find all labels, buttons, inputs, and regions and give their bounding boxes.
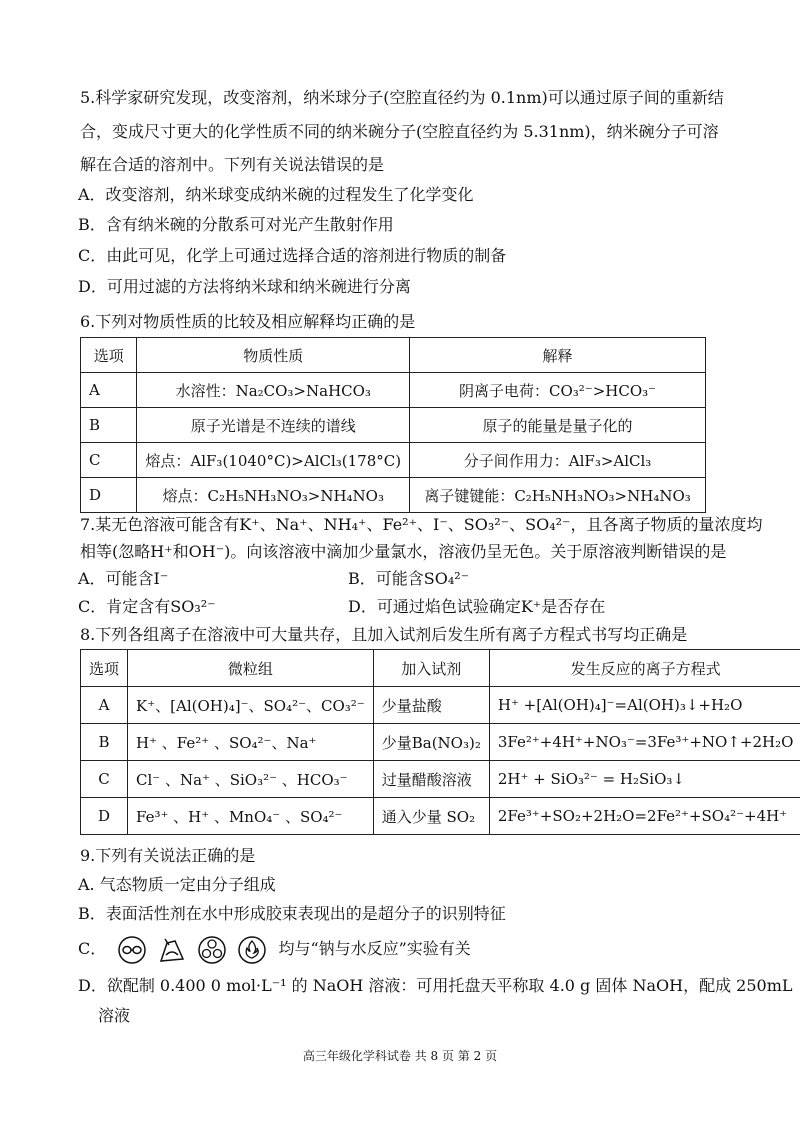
- table-cell: 少量盐酸: [373, 687, 489, 724]
- hand-wash-icon: [157, 935, 187, 965]
- table-cell: D: [81, 478, 137, 513]
- table-cell: 熔点：C₂H₅NH₃NO₃>NH₄NO₃: [137, 478, 410, 513]
- table-header-row: [81, 338, 706, 373]
- q6-stem: 6.下列对物质性质的比较及相应解释均正确的是: [80, 312, 416, 331]
- table-cell: D: [81, 798, 128, 835]
- table-cell: 原子光谱是不连续的谱线: [137, 408, 410, 443]
- table-cell: A: [81, 687, 128, 724]
- q9-option-c: [78, 933, 471, 965]
- table-cell: K⁺、[Al(OH)₄]⁻、SO₄²⁻、CO₃²⁻: [128, 687, 374, 724]
- table-cell: 2H⁺ + SiO₃²⁻ = H₂SiO₃↓: [489, 761, 800, 798]
- q5-option-a: A．改变溶剂，纳米球变成纳米碗的过程发生了化学变化: [78, 185, 474, 204]
- table-header-row: [81, 650, 800, 687]
- table-header-cell: 解释: [410, 338, 706, 373]
- table-row: [81, 443, 706, 478]
- q5-option-c: C．由此可见，化学上可通过选择合适的溶剂进行物质的制备: [78, 246, 507, 265]
- q9-option-c-prefix: C．: [78, 939, 107, 958]
- table-row: [81, 687, 800, 724]
- lab-safety-icons: [117, 935, 267, 965]
- table-cell: 熔点：AlF₃(1040°C)>AlCl₃(178°C): [137, 443, 410, 478]
- q5-stem-line3: 解在合适的溶剂中。下列有关说法错误的是: [80, 155, 385, 174]
- table-cell: 2Fe³⁺+SO₂+2H₂O=2Fe²⁺+SO₄²⁻+4H⁺: [489, 798, 800, 835]
- q5-option-d: D．可用过滤的方法将纳米球和纳米碗进行分离: [78, 277, 411, 296]
- table-row: [81, 373, 706, 408]
- q7-option-d: D．可通过焰色试验确定K⁺是否存在: [348, 597, 606, 616]
- table-cell: B: [81, 724, 128, 761]
- q8-table: [80, 649, 800, 835]
- ventilation-icon: [197, 935, 227, 965]
- q9-option-c-text: 均与“钠与水反应”实验有关: [278, 939, 471, 958]
- q7-stem-line2: 相等(忽略H⁺和OH⁻)。向该溶液中滴加少量氯水，溶液仍呈无色。关于原溶液判断错误的是: [80, 542, 727, 561]
- table-cell: Fe³⁺ 、H⁺ 、MnO₄⁻ 、SO₄²⁻: [128, 798, 374, 835]
- table-cell: 离子键键能：C₂H₅NH₃NO₃>NH₄NO₃: [410, 478, 706, 513]
- table-cell: 通入少量 SO₂: [373, 798, 489, 835]
- q7-stem-line1: 7.某无色溶液可能含有K⁺、Na⁺、NH₄⁺、Fe²⁺、I⁻、SO₃²⁻、SO₄²⁻，且各离子物质的量浓度均: [80, 515, 763, 534]
- q8-stem: 8.下列各组离子在溶液中可大量共存，且加入试剂后发生所有离子方程式书写均正确是: [80, 625, 688, 644]
- fire-hazard-icon: [237, 935, 267, 965]
- table-header-cell: 选项: [81, 650, 128, 687]
- table-cell: 过量醋酸溶液: [373, 761, 489, 798]
- table-cell: Cl⁻ 、Na⁺ 、SiO₃²⁻ 、HCO₃⁻: [128, 761, 374, 798]
- table-header-cell: 微粒组: [128, 650, 374, 687]
- table-header-cell: 物质性质: [137, 338, 410, 373]
- q7-option-b: B．可能含SO₄²⁻: [348, 569, 470, 588]
- table-cell: 分子间作用力：AlF₃>AlCl₃: [410, 443, 706, 478]
- q5-option-b: B．含有纳米碗的分散系可对光产生散射作用: [78, 215, 394, 234]
- table-cell: 少量Ba(NO₃)₂: [373, 724, 489, 761]
- table-cell: A: [81, 373, 137, 408]
- table-row: [81, 408, 706, 443]
- table-cell: H⁺ 、Fe²⁺ 、SO₄²⁻、Na⁺: [128, 724, 374, 761]
- q7-option-a: A．可能含I⁻: [78, 569, 169, 588]
- q7-option-c: C．肯定含有SO₃²⁻: [78, 597, 216, 616]
- q9-stem: 9.下列有关说法正确的是: [80, 846, 256, 865]
- table-cell: C: [81, 761, 128, 798]
- table-row: [81, 761, 800, 798]
- table-header-cell: 选项: [81, 338, 137, 373]
- table-header-cell: 加入试剂: [373, 650, 489, 687]
- table-cell: H⁺ +[Al(OH)₄]⁻=Al(OH)₃↓+H₂O: [489, 687, 800, 724]
- table-cell: B: [81, 408, 137, 443]
- table-cell: C: [81, 443, 137, 478]
- q5-stem-line1: 5.科学家研究发现，改变溶剂，纳米球分子(空腔直径约为 0.1nm)可以通过原子间的重新结: [80, 88, 724, 107]
- table-header-cell: 发生反应的离子方程式: [489, 650, 800, 687]
- goggles-icon: [117, 935, 147, 965]
- q6-table: [80, 337, 706, 513]
- q9-option-b: B．表面活性剂在水中形成胶束表现出的是超分子的识别特征: [78, 904, 506, 923]
- table-cell: 阴离子电荷：CO₃²⁻>HCO₃⁻: [410, 373, 706, 408]
- table-row: [81, 798, 800, 835]
- q9-option-d-line1: D．欲配制 0.400 0 mol·L⁻¹ 的 NaOH 溶液：可用托盘天平称取 4.0 g 固体 NaOH，配成 250mL: [78, 976, 793, 995]
- q9-option-a: A. 气态物质一定由分子组成: [78, 875, 276, 894]
- table-cell: 水溶性：Na₂CO₃>NaHCO₃: [137, 373, 410, 408]
- q5-stem-line2: 合，变成尺寸更大的化学性质不同的纳米碗分子(空腔直径约为 5.31nm)，纳米碗分子可溶: [80, 122, 719, 141]
- table-row: [81, 724, 800, 761]
- table-cell: 原子的能量是量子化的: [410, 408, 706, 443]
- page-footer: 高三年级化学科试卷 共 8 页 第 2 页: [302, 1049, 498, 1063]
- table-cell: 3Fe²⁺+4H⁺+NO₃⁻=3Fe³⁺+NO↑+2H₂O: [489, 724, 800, 761]
- table-row: [81, 478, 706, 513]
- q9-option-d-line2: 溶液: [98, 1006, 131, 1025]
